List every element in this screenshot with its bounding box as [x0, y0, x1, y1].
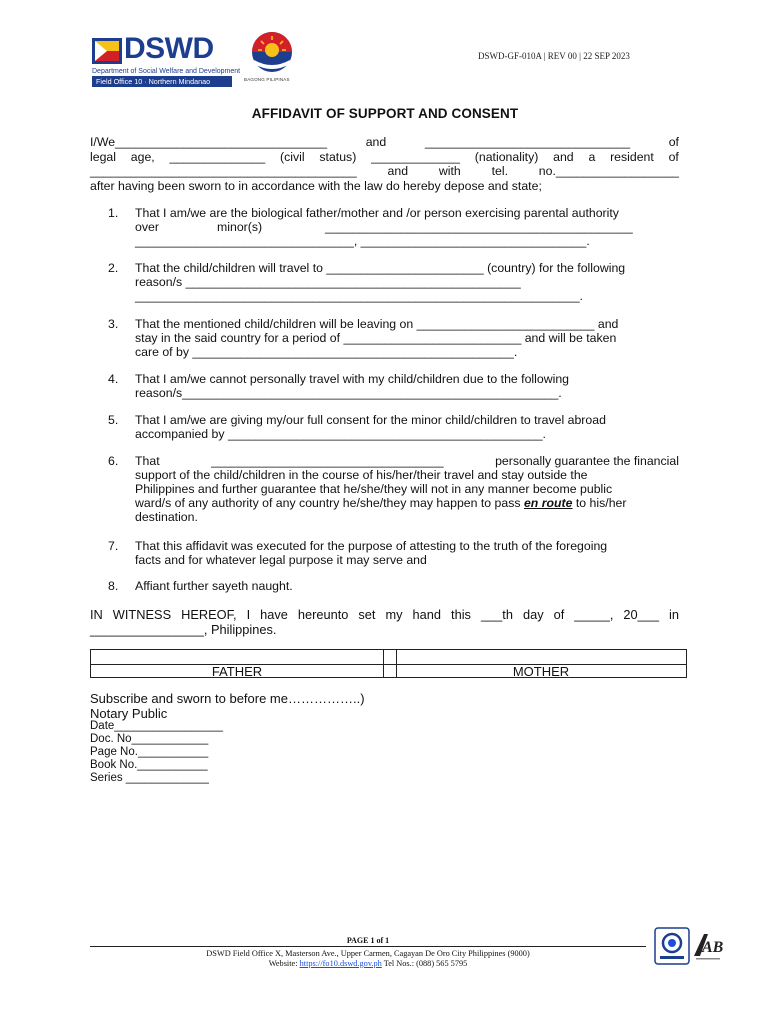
item-number: 7.: [108, 539, 119, 553]
father-signature-label: FATHER: [211, 664, 263, 679]
notary-public-label: Notary Public: [90, 706, 168, 721]
item-text: That I am/we are the biological father/mother and /or person exercising parental authority over minor(s) _____________________________________________ ________________________________, _________________________________.: [135, 206, 633, 248]
item-number: 2.: [108, 261, 119, 275]
website-link[interactable]: https://fo10.dswd.gov.ph: [299, 959, 382, 968]
item-number: 4.: [108, 372, 119, 386]
signature-table: [90, 649, 687, 678]
socotec-certification-icon: [654, 927, 690, 965]
notary-subscribe-line: Subscribe and sworn to before me……………..): [90, 691, 365, 706]
intro-line-1: I/We_______________________________ and ______________________________ of: [90, 135, 679, 149]
notary-date-field: Date_________________: [90, 720, 224, 732]
ab-accreditation-icon: [690, 928, 726, 964]
dswd-logo: [90, 32, 241, 88]
item-text: That __________________________________ personally guarantee the financial support of the child/children in the course of his/her/their travel and stay outside the Philippines and further guarantee that he/she/they will not in any manner become public ward/s of any authority of any country he/she/they may happen to pass en route to his/her destination.: [135, 454, 679, 524]
notary-series-field: Series _____________: [90, 772, 209, 784]
witness-paragraph: IN WITNESS HEREOF, I have hereunto set my hand this ___th day of _____, 20___ in ________________, Philippines.: [90, 607, 679, 637]
document-code: DSWD-GF-010A | REV 00 | 22 SEP 2023: [478, 51, 630, 61]
notary-page-no-field: Page No.___________: [90, 746, 209, 758]
footer-address-line: DSWD Field Office X, Masterson Ave., Upper Carmen, Cagayan De Oro City Philippines (9000): [206, 949, 530, 958]
en-route-emphasis: en route: [523, 496, 573, 510]
intro-line-3: _______________________________________ and with tel. no.__________________: [90, 164, 679, 178]
mother-signature-label: MOTHER: [512, 664, 570, 679]
item-number: 3.: [108, 317, 119, 331]
item-number: 8.: [108, 579, 119, 593]
item-text: That the child/children will travel to _______________________ (country) for the following reason/s _________________________________________________ _________________________________________________________________.: [135, 261, 626, 303]
notary-doc-no-field: Doc. No____________: [90, 733, 209, 745]
item-number: 5.: [108, 413, 119, 427]
item-text: That the mentioned child/children will be leaving on __________________________ and stay in the said country for a period of __________________________ and will be taken care of by _______________________________________________.: [135, 317, 619, 359]
document-title: AFFIDAVIT OF SUPPORT AND CONSENT: [251, 106, 519, 121]
item-text: That I am/we cannot personally travel with my child/children due to the following reason/s_______________________________________________________.: [135, 372, 570, 400]
page-number: PAGE 1 of 1: [346, 936, 390, 945]
footer-address: [90, 949, 646, 969]
item-text: That this affidavit was executed for the purpose of attesting to the truth of the foregoing facts and for whatever legal purpose it may serve and: [135, 539, 608, 567]
bagong-pilipinas-caption: BAGONG PILIPINAS: [244, 77, 290, 82]
intro-line-2: legal age, ______________ (civil status) _____________ (nationality) and a resident of: [90, 149, 679, 164]
notary-book-no-field: Book No.___________: [90, 759, 208, 771]
logo-name: DSWD: [124, 32, 214, 65]
ab-mark-text: AB: [702, 939, 724, 956]
item-text: That I am/we are giving my/our full consent for the minor child/children to travel abroad accompanied by ______________________________________________.: [135, 413, 606, 441]
field-office-banner: Field Office 10 · Northern Mindanao: [92, 76, 232, 87]
intro-paragraph: [90, 135, 679, 193]
footer-contact-line: Website: https://fo10.dswd.gov.ph Tel Nos.: (088) 565 5795: [268, 959, 468, 968]
item-number: 6.: [108, 454, 119, 468]
dswd-emblem-icon: [92, 38, 122, 64]
bagong-pilipinas-logo-icon: [246, 26, 298, 78]
intro-line-4: after having been sworn to in accordance with the law do hereby depose and state;: [90, 178, 542, 193]
item-text: Affiant further sayeth naught.: [135, 579, 293, 593]
footer-divider: [90, 946, 646, 947]
logo-department: Department of Social Welfare and Development: [92, 68, 241, 75]
item-number: 1.: [108, 206, 119, 220]
